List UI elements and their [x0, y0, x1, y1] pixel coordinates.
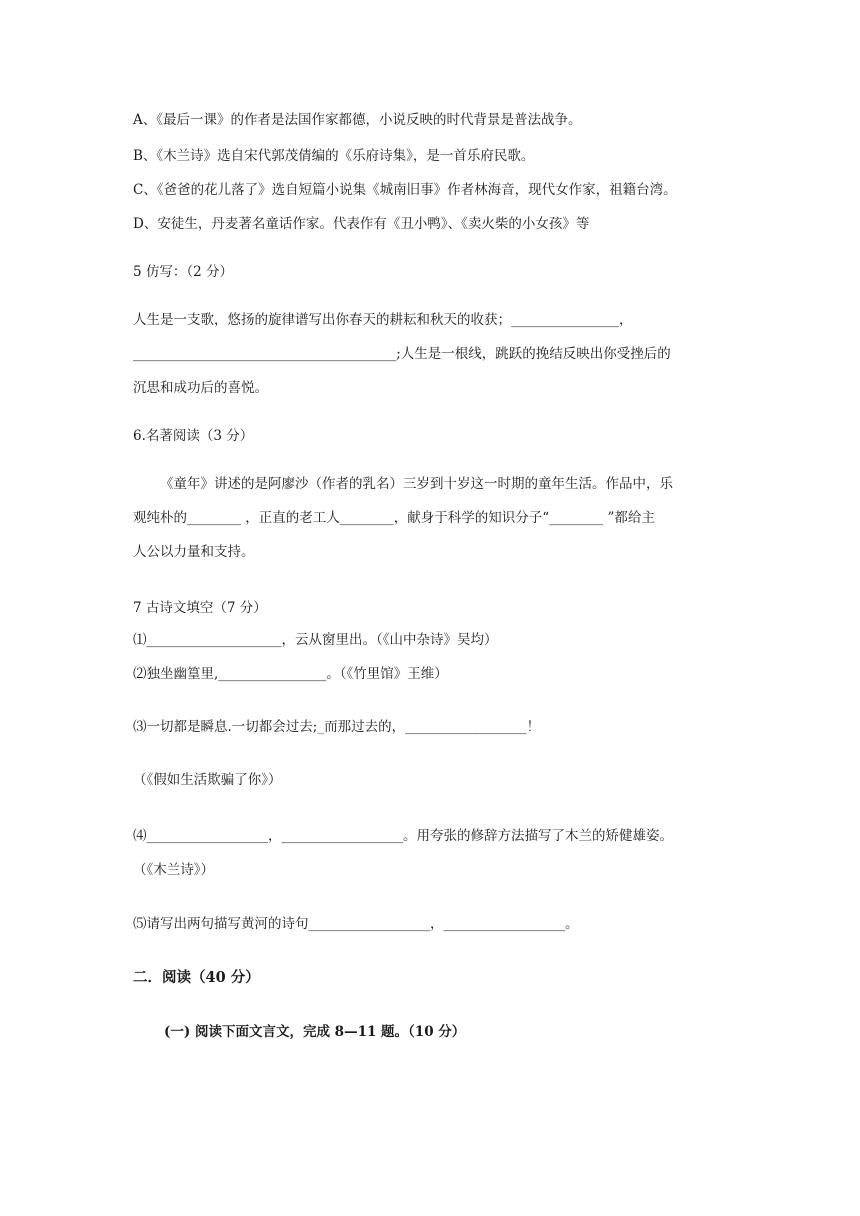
option-b: B、《木兰诗》选自宋代郭茂倩编的《乐府诗集》，是一首乐府民歌。 — [133, 148, 535, 164]
q7-item3-post: 而那过去的，__________________！ — [324, 719, 541, 735]
q7-item3 — [133, 717, 540, 737]
option-a: A、《最后一课》的作者是法国作家都德，小说反映的时代背景是普法战争。 — [133, 112, 582, 128]
q5-line1: 人生是一支歌，悠扬的旋律谱写出你春天的耕耘和秋天的收获；________________， — [133, 312, 633, 328]
q6-line1: 《童年》讲述的是阿廖沙（作者的乳名）三岁到十岁这一时期的童年生活。作品中，乐 — [160, 476, 673, 492]
q7-heading: 7 古诗文填空（7 分） — [133, 600, 267, 616]
q7-item3-mark: _ — [317, 719, 325, 735]
q7-item4: ⑷__________________，__________________。用夸张的修辞方法描写了木兰的矫健雄姿。 — [133, 828, 673, 844]
section2-subheading: (一) 阅读下面文言文，完成 8—11 题。（10 分） — [164, 1024, 466, 1040]
q6-line2: 观纯朴的________ ，正直的老工人________，献身于科学的知识分子“________ ”都给主 — [133, 510, 655, 526]
q7-item3-source: （《假如生活欺骗了你》） — [133, 772, 282, 788]
section2-heading: 二．阅读（40 分） — [133, 969, 260, 986]
q6-line3: 人公以力量和支持。 — [133, 544, 255, 560]
q7-item4-source: （《木兰诗》） — [133, 862, 214, 878]
q7-item5: ⑸请写出两句描写黄河的诗句__________________，__________________。 — [133, 916, 579, 932]
q7-item1: ⑴____________________，云从窗里出。（《山中杂诗》吴均） — [133, 632, 498, 648]
q6-heading: 6.名著阅读（3 分） — [133, 428, 254, 444]
q5-heading: 5 仿写：（2 分） — [133, 264, 234, 280]
option-c: C、《爸爸的花儿落了》选自短篇小说集《城南旧事》作者林海音，现代女作家，祖籍台湾。 — [133, 182, 677, 198]
q5-line3: 沉思和成功后的喜悦。 — [133, 380, 268, 396]
option-d: D、安徒生，丹麦著名童话作家。代表作有《丑小鸭》、《卖火柴的小女孩》等 — [133, 216, 590, 232]
q5-line2: _______________________________________;人生是一根线，跳跃的挽结反映出你受挫后的 — [133, 346, 671, 362]
q7-item2: ⑵独坐幽篁里,________________。（《竹里馆》王维） — [133, 666, 448, 682]
q7-item3-pre: ⑶一切都是瞬息.一切都会过去; — [133, 719, 318, 735]
